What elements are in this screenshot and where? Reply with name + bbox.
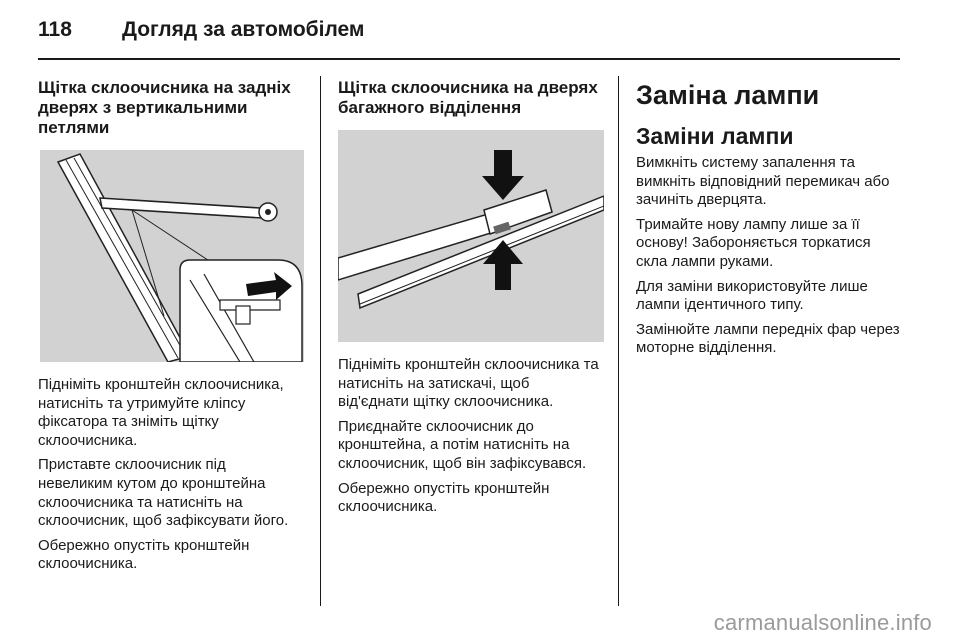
chapter-heading: Заміна лампи — [636, 80, 820, 110]
paragraph: Для заміни використовуйте лише лампи ідентичного типу. — [636, 277, 868, 314]
column-divider-2 — [618, 76, 619, 606]
section-title-tailgate-wiper: Щітка склоочисника на дверях багажного відділення — [338, 78, 598, 117]
page-header — [38, 14, 900, 58]
page-number: 118 — [38, 18, 72, 41]
column-divider-1 — [320, 76, 321, 606]
paragraph: Приставте склоочисник під невеликим кутом до кронштейна склоочисника та натисніть на склоочисник, щоб зафіксувати його. — [38, 456, 289, 530]
paragraph: Вимкніть систему запалення та вимкніть відповідний перемикач або зачиніть дверцята. — [636, 154, 890, 209]
column-bulb-replacement — [636, 78, 900, 364]
column-tailgate-wiper — [338, 78, 604, 523]
paragraph: Приєднайте склоочисник до кронштейна, а потім натисніть на склоочисник, щоб він зафіксувався. — [338, 417, 587, 472]
header-title: Догляд за автомобілем — [122, 18, 365, 41]
paragraph: Тримайте нову лампу лише за її основу! Забороняється торкатися скла лампи руками. — [636, 215, 871, 270]
header-divider — [38, 58, 900, 60]
paragraph: Підніміть кронштейн склоочисника та натисніть на затискачі, щоб від'єднати щітку склоочисника. — [338, 356, 599, 411]
watermark: carmanualsonline.info — [713, 610, 932, 635]
paragraph: Замінюйте лампи передніх фар через моторне відділення. — [636, 320, 900, 357]
wiper-rear-door-illustration — [40, 150, 304, 362]
column-rear-door-wiper — [38, 78, 304, 580]
paragraph: Підніміть кронштейн склоочисника, натисніть та утримуйте кліпсу фіксатора та зніміть щітку склоочисника. — [38, 376, 284, 449]
wiper-tailgate-illustration — [338, 130, 604, 342]
section-subheading: Заміни лампи — [636, 123, 794, 149]
paragraph: Обережно опустіть кронштейн склоочисника. — [338, 479, 550, 516]
paragraph: Обережно опустіть кронштейн склоочисника. — [38, 536, 250, 573]
section-title-rear-door-wiper: Щітка склоочисника на задніх дверях з вертикальними петлями — [38, 78, 291, 137]
